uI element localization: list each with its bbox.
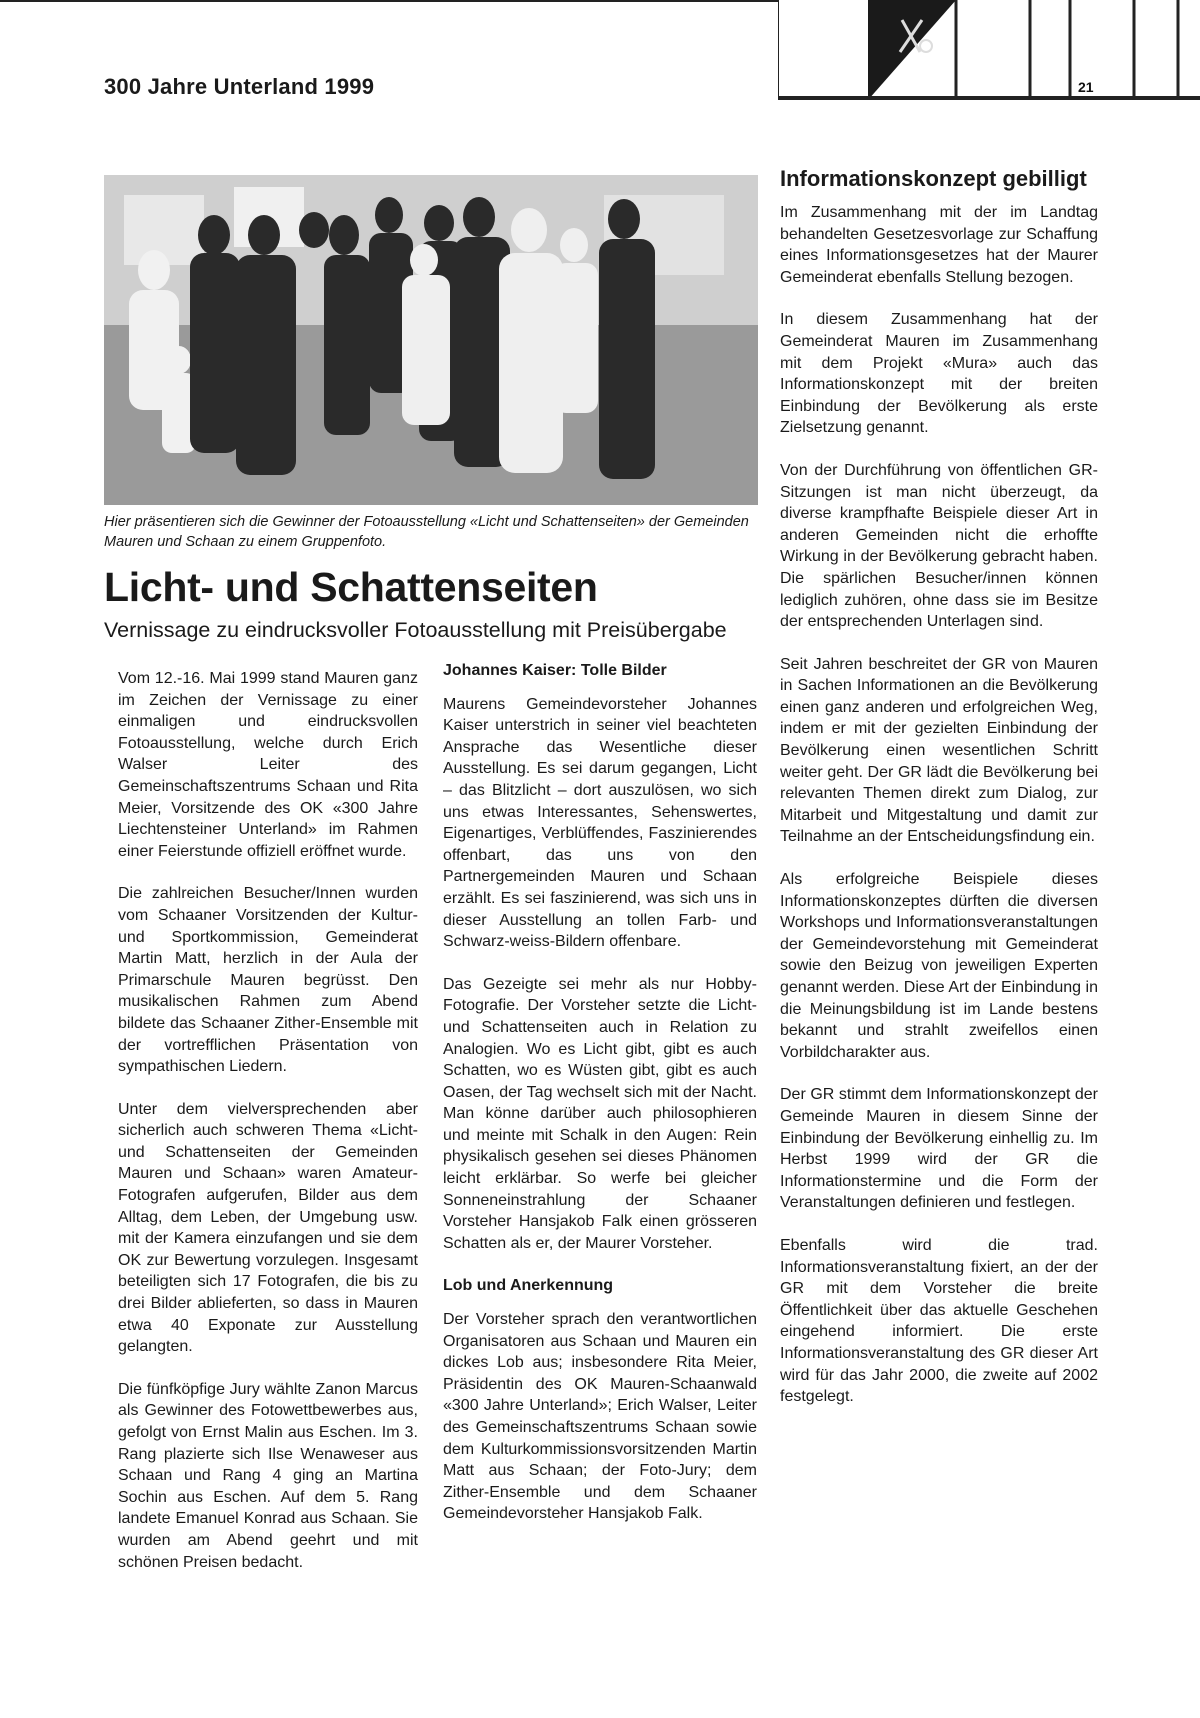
article-paragraph: Das Gezeigte sei mehr als nur Hobby-Fotografie. Der Vorsteher setzte die Licht- und Schattenseiten auch in Relation zu Analogien. Wo es Licht gibt, gibt es auch Schatten, wo es Wüsten gibt, gibt es auch Oasen, der Tag wechselt sich mit der Nacht. Man könne darüber auch philosophieren und meinte mit Schalk in den Augen: Rein physikalisch gesehen sei dieses Phänomen leicht erklärbar. So werfe bei gleicher Sonneneinstrahlung der Schaaner Vorsteher Hansjakob Falk einen grösseren Schatten als er, der Maurer Vorsteher. xyxy=(443,975,757,1252)
article-paragraph: Unter dem vielversprechenden aber sicherlich auch schweren Thema «Licht- und Schattenseiten der Gemeinden Mauren und Schaan» waren Amateur-Fotografen aufgerufen, Bilder aus dem Alltag, dem Leben, der Umgebung usw. mit der Kamera einzufangen und sie dem OK zur Bewertung vorzulegen. Insgesamt beteiligten sich 17 Fotografen, die bis zu drei Bilder ablieferten, so dass in Mauren etwa 40 Exponate zur Ausstellung gelangten. xyxy=(118,1100,418,1356)
sidebar-paragraph: Ebenfalls wird die trad. Informationsveranstaltung fixiert, an der der GR mit dem Vorsteher die breite Öffentlichkeit über das aktuelle Geschehen eingehend informiert. Die erste Informationsveranstaltung des GR dieser Art wird für das Jahr 2000, die zweite auf 2002 festgelegt. xyxy=(780,1236,1098,1406)
page-emblem xyxy=(778,0,1200,100)
sidebar-paragraph: Im Zusammenhang mit der im Landtag behandelten Gesetzesvorlage zur Schaffung eines Informationsgesetzes hat der Maurer Gemeinderat ebenfalls Stellung bezogen. xyxy=(780,204,1098,286)
article-column-1 xyxy=(118,668,418,1594)
article-subheadline: Vernissage zu eindrucksvoller Fotoausstellung mit Preisübergabe xyxy=(104,618,727,642)
section-heading: Johannes Kaiser: Tolle Bilder xyxy=(443,662,667,679)
sidebar-column xyxy=(780,166,1098,1429)
sidebar-paragraph: Von der Durchführung von öffentlichen GR-Sitzungen ist man nicht überzeugt, da diverse krampfhafte Beispiele dieser Art in anderen Gemeinden nicht die erhoffte Wirkung in der Bevölkerung gebracht haben. Die spärlichen Besucher/innen können lediglich zuhören, ohne dass sie im Besitze der entsprechenden Unterlagen sind. xyxy=(780,461,1098,631)
section-heading: Lob und Anerkennung xyxy=(443,1277,614,1295)
article-column-2 xyxy=(443,660,757,1546)
article-paragraph: Die zahlreichen Besucher/Innen wurden vom Schaaner Vorsitzenden der Kultur- und Sportkommission, Gemeinderat Martin Matt, herzlich in der Aula der Primarschule Mauren begrüsst. Den musikalischen Rahmen zum Abend bildete das Schaaner Zither-Ensemble mit der vortrefflichen Präsentation von sympathischen Liedern. xyxy=(118,885,418,1076)
photo-caption: Hier präsentieren sich die Gewinner der Fotoausstellung «Licht und Schattenseiten» der Gemeinden Mauren und Schaan zu einem Gruppenfoto. xyxy=(104,514,749,550)
group-photo xyxy=(104,175,758,505)
sidebar-headline: Informationskonzept gebilligt xyxy=(780,166,1087,191)
article-paragraph: Die fünfköpfige Jury wählte Zanon Marcus als Gewinner des Fotowettbewerbes aus, gefolgt von Ernst Malin aus Eschen. Im 3. Rang plazierte sich Ilse Wenaweser aus Schaan und Rang 4 ging an Martina Sochin aus Eschen. Auf dem 5. Rang landete Emanuel Konrad aus Schaan. Sie wurden am Abend geehrt und mit schönen Preisen bedacht. xyxy=(118,1380,418,1571)
article-paragraph: Maurens Gemeindevorsteher Johannes Kaiser unterstrich in seiner viel beachteten Ansprache das Wesentliche dieser Ausstellung. Es sei darum gegangen, Licht – das Blitzlicht – dort auszulösen, wo sich uns etwas Interessantes, Sehenswertes, Eigenartiges, Verblüffendes, Faszinierendes offenbart, das uns von den Partnergemeinden Mauren und Schaan erzählt. Es sei faszinierend, was sich uns in dieser Ausstellung an tollen Farb- und Schwarz-weiss-Bildern offenbare. xyxy=(443,695,757,951)
sidebar-paragraph: Der GR stimmt dem Informationskonzept der Gemeinde Mauren in diesem Sinne der Einbindung der Bevölkerung einhellig zu. Im Herbst 1999 wird der GR die Informationstermine und die Form der Veranstaltungen definieren und festlegen. xyxy=(780,1086,1098,1212)
page-number: 21 xyxy=(1078,79,1094,95)
article-paragraph: Vom 12.-16. Mai 1999 stand Mauren ganz im Zeichen der Vernissage zu einer einmaligen und eindrucksvollen Fotoausstellung, welche durch Erich Walser Leiter des Gemeinschaftszentrums Schaan und Rita Meier, Vorsitzende des OK «300 Jahre Liechtensteiner Unterland» im Rahmen einer Feierstunde offiziell eröffnet wurde. xyxy=(118,670,418,860)
sidebar-paragraph: In diesem Zusammenhang hat der Gemeinderat Mauren im Zusammenhang mit dem Projekt «Mura» auch das Informationskonzept mit der breiten Einbindung der Bevölkerung als erste Zielsetzung genannt. xyxy=(780,311,1098,437)
article-headline: Licht- und Schattenseiten xyxy=(104,564,598,610)
page-header-title: 300 Jahre Unterland 1999 xyxy=(104,74,375,99)
sidebar-paragraph: Als erfolgreiche Beispiele dieses Informationskonzeptes dürften die diversen Workshops und Informationsveranstaltungen der Gemeindevorstehung mit Gemeinderat sowie den Beizug von jeweiligen Experten genannt werden. Diese Art der Einbindung in die Meinungsbildung ist im Lande bestens bekannt und strahlt zweifellos einen Vorbildcharakter aus. xyxy=(780,871,1098,1061)
sidebar-paragraph: Seit Jahren beschreitet der GR von Mauren in Sachen Informationen an die Bevölkerung einen ganz anderen und erfolgreichen Weg, indem er mit der gezielten Einbindung der Bevölkerung einen wesentlichen Schritt weiter geht. Der GR lädt die Bevölkerung bei relevanten Themen direkt zum Dialog, zur Mitarbeit und Mitgestaltung und damit zur Teilnahme an der Entscheidungsfindung ein. xyxy=(780,655,1098,846)
article-paragraph: Der Vorsteher sprach den verantwortlichen Organisatoren aus Schaan und Mauren ein dickes Lob aus; insbesondere Rita Meier, Präsidentin des OK Mauren-Schaanwald «300 Jahre Unterland»; Erich Walser, Leiter des Gemeinschaftszentrums Schaan sowie dem Kulturkommissionsvorsitzenden Martin Matt aus Schaan; der Foto-Jury; dem Zither-Ensemble und dem Schaaner Gemeindevorsteher Hansjakob Falk. xyxy=(443,1311,757,1523)
